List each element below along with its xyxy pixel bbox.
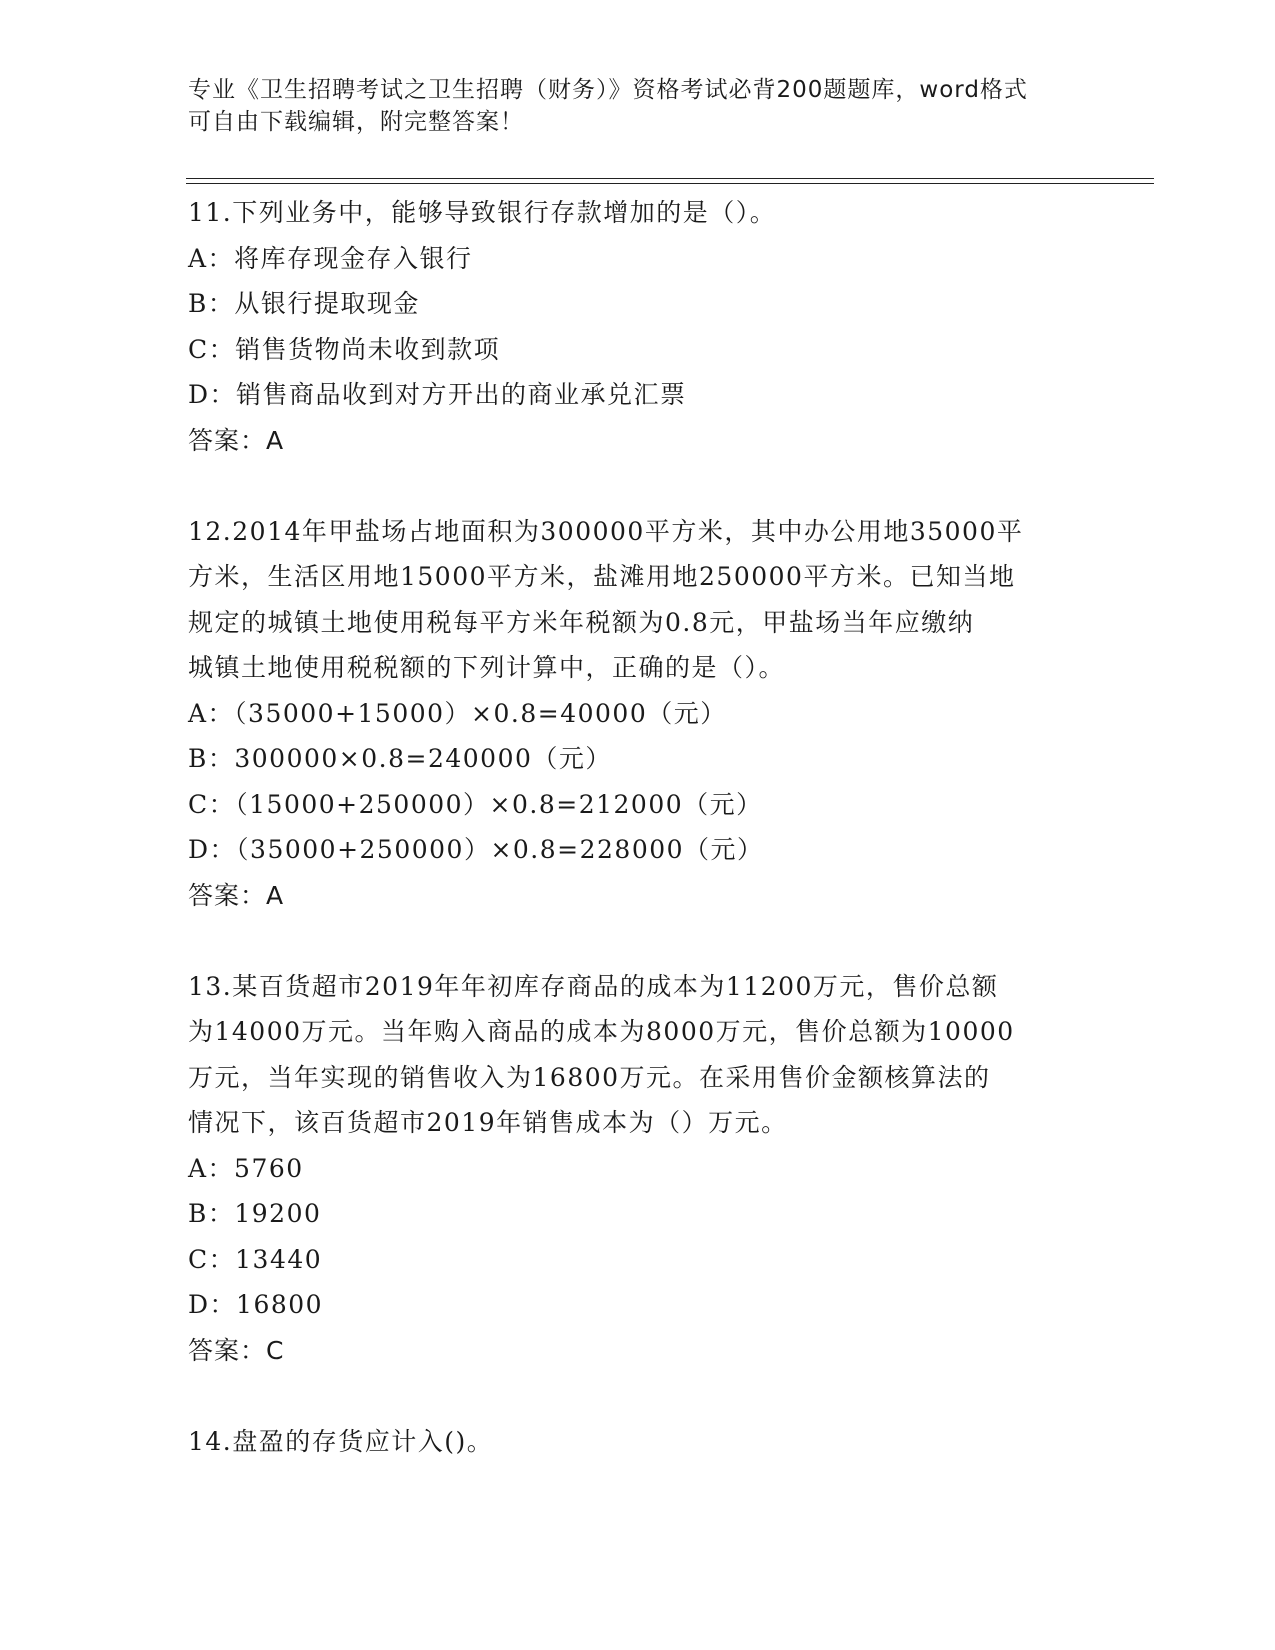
answer: 答案：A bbox=[188, 425, 285, 455]
header-rule-top bbox=[186, 178, 1154, 179]
question-text-line: 13.某百货超市2019年年初库存商品的成本为11200万元，售价总额 bbox=[188, 971, 999, 1001]
option-d: D：销售商品收到对方开出的商业承兑汇票 bbox=[188, 380, 687, 409]
answer: 答案：C bbox=[188, 1335, 285, 1365]
question-text-line: 14.盘盈的存货应计入()。 bbox=[188, 1426, 494, 1456]
question-text-line: 规定的城镇土地使用税每平方米年税额为0.8元，甲盐场当年应缴纳 bbox=[188, 607, 975, 637]
option-c: C：13440 bbox=[188, 1244, 323, 1274]
spacer bbox=[188, 918, 1088, 964]
option-b: B：从银行提取现金 bbox=[188, 289, 420, 318]
header-line-2: 可自由下载编辑，附完整答案！ bbox=[188, 109, 524, 135]
header-rule-bottom bbox=[186, 183, 1154, 184]
option-c: C：销售货物尚未收到款项 bbox=[188, 334, 501, 364]
option-b: B：19200 bbox=[188, 1199, 322, 1228]
question-12 bbox=[188, 509, 1088, 919]
option-a: A：5760 bbox=[188, 1153, 304, 1183]
question-text-line: 城镇土地使用税税额的下列计算中，正确的是（）。 bbox=[188, 653, 786, 682]
spacer bbox=[188, 463, 1088, 509]
question-11 bbox=[188, 190, 1088, 463]
question-13 bbox=[188, 964, 1088, 1374]
spacer bbox=[188, 1373, 1088, 1419]
question-14 bbox=[188, 1419, 1088, 1465]
question-text-line: 万元，当年实现的销售收入为16800万元。在采用售价金额核算法的 bbox=[188, 1062, 991, 1092]
option-d: D：16800 bbox=[188, 1290, 324, 1319]
question-list bbox=[188, 190, 1088, 1464]
header-line-1: 专业《卫生招聘考试之卫生招聘（财务）》资格考试必背200题题库，word格式 bbox=[188, 77, 1028, 103]
option-a: A：（35000+15000）×0.8=40000（元） bbox=[188, 698, 727, 728]
document-header bbox=[188, 74, 1088, 138]
question-text-line: 情况下，该百货超市2019年销售成本为（）万元。 bbox=[188, 1108, 788, 1137]
answer: 答案：A bbox=[188, 880, 285, 910]
question-text-line: 为14000万元。当年购入商品的成本为8000万元，售价总额为10000 bbox=[188, 1017, 1015, 1046]
question-text-line: 11.下列业务中，能够导致银行存款增加的是（）。 bbox=[188, 198, 777, 227]
option-c: C：（15000+250000）×0.8=212000（元） bbox=[188, 789, 763, 819]
option-a: A：将库存现金存入银行 bbox=[188, 243, 473, 273]
question-text-line: 12.2014年甲盐场占地面积为300000平方米，其中办公用地35000平 bbox=[188, 516, 1024, 546]
question-text-line: 方米，生活区用地15000平方米，盐滩用地250000平方米。已知当地 bbox=[188, 562, 1016, 591]
option-d: D：（35000+250000）×0.8=228000（元） bbox=[188, 835, 764, 864]
option-b: B：300000×0.8=240000（元） bbox=[188, 744, 612, 773]
